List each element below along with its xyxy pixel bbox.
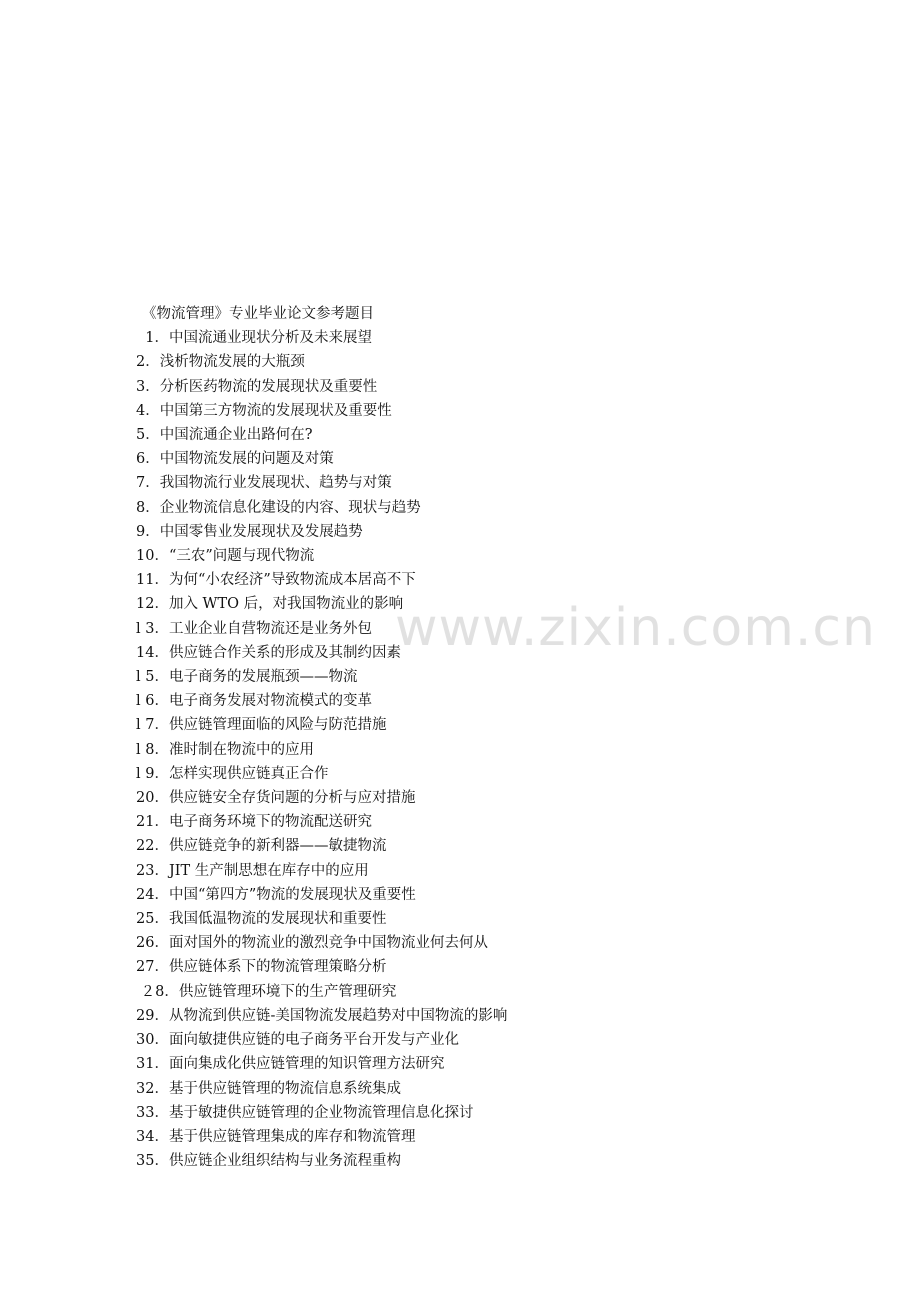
list-item bbox=[136, 810, 836, 834]
item-number: 20． bbox=[136, 790, 169, 807]
item-number: 14． bbox=[136, 644, 169, 661]
list-item bbox=[136, 980, 836, 1004]
item-text: 供应链企业组织结构与业务流程重构 bbox=[168, 1153, 401, 1170]
list-item bbox=[136, 544, 836, 568]
item-number: 22． bbox=[136, 838, 169, 855]
item-text: 电子商务的发展瓶颈——物流 bbox=[168, 669, 358, 686]
item-text: 中国“第四方”物流的发展现状及重要性 bbox=[168, 886, 416, 903]
item-number: 24． bbox=[136, 886, 169, 903]
list-item bbox=[136, 883, 836, 907]
list-item bbox=[136, 592, 836, 616]
list-item bbox=[136, 1101, 836, 1125]
item-text: 企业物流信息化建设的内容、现状与趋势 bbox=[159, 499, 421, 516]
list-item bbox=[136, 859, 836, 883]
list-item bbox=[136, 689, 836, 713]
item-number: l 5． bbox=[136, 669, 169, 686]
list-item bbox=[136, 738, 836, 762]
list-item bbox=[136, 907, 836, 931]
list-item bbox=[136, 786, 836, 810]
item-number: 12． bbox=[136, 596, 169, 613]
list-item bbox=[136, 399, 836, 423]
list-item bbox=[136, 931, 836, 955]
list-item bbox=[136, 955, 836, 979]
item-text: 怎样实现供应链真正合作 bbox=[168, 765, 329, 782]
item-text: JIT 生产制思想在库存中的应用 bbox=[168, 862, 369, 879]
item-text: 从物流到供应链-美国物流发展趋势对中国物流的影响 bbox=[168, 1007, 508, 1024]
list-item bbox=[136, 834, 836, 858]
item-text: 加入 WTO 后，对我国物流业的影响 bbox=[168, 596, 404, 613]
item-text: 中国物流发展的问题及对策 bbox=[159, 451, 334, 468]
item-number: 2． bbox=[136, 354, 160, 371]
item-text: 中国第三方物流的发展现状及重要性 bbox=[159, 402, 392, 419]
item-text: 分析医药物流的发展现状及重要性 bbox=[159, 378, 378, 395]
item-number: 34． bbox=[136, 1128, 169, 1145]
item-text: 我国低温物流的发展现状和重要性 bbox=[168, 911, 387, 928]
item-number: 27． bbox=[136, 959, 169, 976]
item-text: 供应链管理环境下的生产管理研究 bbox=[178, 983, 397, 1000]
list-item bbox=[136, 641, 836, 665]
item-number: 7． bbox=[136, 475, 160, 492]
item-text: 供应链安全存货问题的分析与应对措施 bbox=[168, 790, 416, 807]
list-item bbox=[136, 713, 836, 737]
item-number: 29． bbox=[136, 1007, 169, 1024]
list-item bbox=[136, 1125, 836, 1149]
document-title: 《物流管理》专业毕业论文参考题目 bbox=[142, 306, 374, 322]
document-body bbox=[136, 302, 836, 1173]
item-number: l 8． bbox=[136, 741, 169, 758]
list-item bbox=[136, 375, 836, 399]
item-text: 中国流通业现状分析及未来展望 bbox=[168, 330, 372, 347]
item-text: 面向集成化供应链管理的知识管理方法研究 bbox=[168, 1056, 445, 1073]
list-item bbox=[136, 568, 836, 592]
item-text: 基于敏捷供应链管理的企业物流管理信息化探讨 bbox=[168, 1104, 474, 1121]
list-item bbox=[136, 447, 836, 471]
list-item bbox=[136, 1052, 836, 1076]
item-number: 32． bbox=[136, 1080, 169, 1097]
item-number: l 6． bbox=[136, 693, 169, 710]
item-number: 11． bbox=[136, 572, 169, 589]
list-item bbox=[136, 471, 836, 495]
item-number: 25． bbox=[136, 911, 169, 928]
item-text: 我国物流行业发展现状、趋势与对策 bbox=[159, 475, 392, 492]
item-number: 30． bbox=[136, 1032, 169, 1049]
item-text: 工业企业自营物流还是业务外包 bbox=[168, 620, 372, 637]
item-text: 浅析物流发展的大瓶颈 bbox=[159, 354, 305, 371]
list-item bbox=[136, 1149, 836, 1173]
list-item bbox=[136, 496, 836, 520]
list-item bbox=[136, 326, 836, 350]
item-number: l 7． bbox=[136, 717, 169, 734]
item-number: 5． bbox=[136, 427, 160, 444]
item-number: 31． bbox=[136, 1056, 169, 1073]
item-text: 供应链体系下的物流管理策略分析 bbox=[168, 959, 387, 976]
item-number: 3． bbox=[136, 378, 160, 395]
item-text: 供应链管理面临的风险与防范措施 bbox=[168, 717, 387, 734]
list-item bbox=[136, 1004, 836, 1028]
item-text: 供应链合作关系的形成及其制约因素 bbox=[168, 644, 401, 661]
list-item bbox=[136, 350, 836, 374]
item-number: 21． bbox=[136, 814, 169, 831]
item-text: 面向敏捷供应链的电子商务平台开发与产业化 bbox=[168, 1032, 459, 1049]
topic-list bbox=[136, 326, 836, 1173]
item-number: 9． bbox=[136, 523, 160, 540]
item-number: 33． bbox=[136, 1104, 169, 1121]
item-number: l 3． bbox=[136, 620, 169, 637]
list-item bbox=[136, 617, 836, 641]
list-item bbox=[136, 1077, 836, 1101]
list-item bbox=[136, 423, 836, 447]
item-text: 中国流通企业出路何在? bbox=[159, 427, 313, 444]
item-text: “三农”问题与现代物流 bbox=[168, 548, 315, 565]
item-number: 8． bbox=[136, 499, 160, 516]
item-number: 4． bbox=[136, 402, 160, 419]
item-number: 26． bbox=[136, 935, 169, 952]
item-text: 为何“小农经济”导致物流成本居高不下 bbox=[168, 572, 416, 589]
list-item bbox=[136, 520, 836, 544]
watermark: www.zixin.com.cn bbox=[395, 598, 876, 658]
item-text: 中国零售业发展现状及发展趋势 bbox=[159, 523, 363, 540]
item-text: 供应链竞争的新利器——敏捷物流 bbox=[168, 838, 387, 855]
item-text: 基于供应链管理的物流信息系统集成 bbox=[168, 1080, 401, 1097]
item-text: 准时制在物流中的应用 bbox=[168, 741, 314, 758]
item-text: 基于供应链管理集成的库存和物流管理 bbox=[168, 1128, 416, 1145]
item-text: 电子商务发展对物流模式的变革 bbox=[168, 693, 372, 710]
list-item bbox=[136, 665, 836, 689]
item-number: l 9． bbox=[136, 765, 169, 782]
item-number: 1． bbox=[136, 330, 169, 347]
list-item bbox=[136, 1028, 836, 1052]
item-text: 面对国外的物流业的激烈竞争中国物流业何去何从 bbox=[168, 935, 488, 952]
item-number: 6． bbox=[136, 451, 160, 468]
item-text: 电子商务环境下的物流配送研究 bbox=[168, 814, 372, 831]
list-item bbox=[136, 762, 836, 786]
item-number: ２8． bbox=[136, 983, 179, 1000]
item-number: 23． bbox=[136, 862, 169, 879]
item-number: 35． bbox=[136, 1153, 169, 1170]
item-number: 10． bbox=[136, 548, 169, 565]
